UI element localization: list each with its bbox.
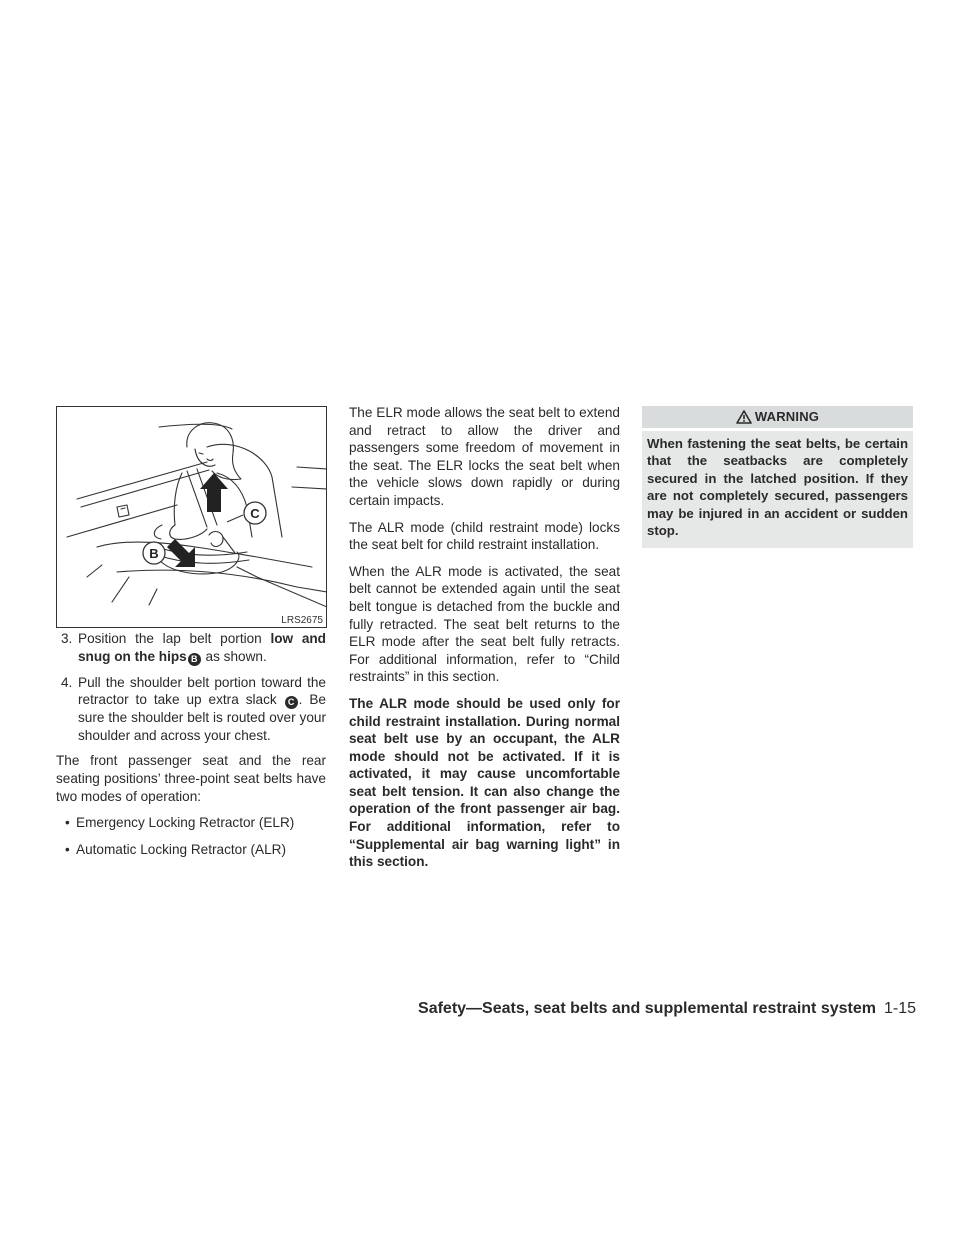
step-text-end: . Be sure the shoulder belt is routed over your shoulder and across your chest.: [78, 692, 326, 743]
warning-box: [642, 406, 913, 548]
modes-intro: The front passenger seat and the rear seating positions’ three-point seat belts have two modes of operation:: [56, 753, 326, 804]
step-text: Position the lap belt portion: [78, 631, 271, 646]
right-column: [642, 406, 913, 548]
step-number: 4.: [61, 674, 73, 690]
warning-text: When fastening the seat belts, be certain that the seatbacks are completely secured in the latched position. If they are not completely secured, passengers may be injured in an accident or sudden stop.: [642, 431, 913, 548]
left-column: [56, 630, 326, 867]
step-3: [56, 630, 326, 666]
alr-paragraph: The ALR mode (child restraint mode) locks the seat belt for child restraint installation.: [349, 519, 620, 553]
seat-belt-illustration: [56, 406, 327, 628]
figure-callout-c: C: [250, 506, 260, 521]
warning-triangle-icon: [736, 410, 752, 424]
seat-belt-drawing: [57, 407, 327, 628]
step-4: [56, 674, 326, 745]
alr-activation-paragraph: When the ALR mode is activated, the seat belt cannot be extended again until the seat belt tongue is detached from the buckle and fully retracted. The seat belt returns to the ELR mode after the seat belt fully retracts. For additional information, refer to “Child restraints” in this section.: [349, 563, 620, 685]
page-footer: [418, 1000, 916, 1018]
warning-header: [642, 406, 913, 428]
middle-column: [349, 404, 620, 880]
page-number: 1-15: [883, 1000, 916, 1017]
callout-c-icon: C: [285, 696, 298, 709]
section-title: Safety—Seats, seat belts and supplemental restraint system: [418, 1000, 876, 1017]
callout-b-icon: B: [188, 653, 201, 666]
step-number: 3.: [61, 631, 73, 646]
bullet-elr: • Emergency Locking Retractor (ELR): [56, 814, 326, 832]
step-emphasis: low and snug on the hips: [78, 631, 326, 664]
bullet-alr: • Automatic Locking Retractor (ALR): [56, 841, 326, 859]
step-text: Pull the shoulder belt portion toward the retractor to take up extra slack: [78, 674, 326, 708]
warning-title: WARNING: [754, 409, 820, 425]
alr-caution-paragraph: The ALR mode should be used only for child restraint installation. During normal seat belt use by an occupant, the ALR mode should not be activated. If it is activated, it may cause uncomfortable seat belt tension. It can also change the operation of the front passenger air bag. For additional information, refer to “Supplemental air bag warning light” in this section.: [349, 695, 620, 870]
figure-code: LRS2675: [281, 615, 323, 626]
figure-callout-b: B: [149, 546, 159, 561]
step-text-end: as shown.: [201, 648, 267, 664]
elr-paragraph: The ELR mode allows the seat belt to extend and retract to allow the driver and passengers some freedom of movement in the seat. The ELR locks the seat belt when the vehicle slows down rapidly or during certain impacts.: [349, 405, 620, 508]
